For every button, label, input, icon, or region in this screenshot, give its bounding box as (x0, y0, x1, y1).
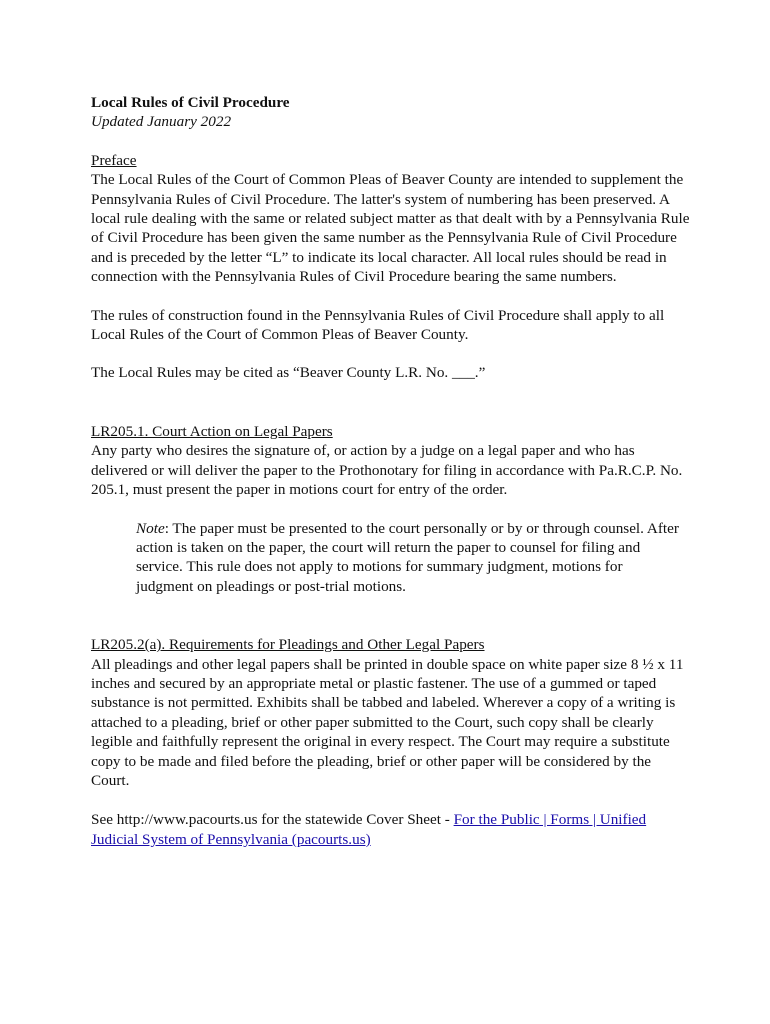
note-text: : The paper must be presented to the court personally or by or through counsel. After action is taken on the paper, the court will return the paper to counsel for filing and service. This rule does not apply to motions for summary judgment, motions for judgment on pleadings or post-trial motions. (136, 519, 679, 595)
preface-paragraph-3: The Local Rules may be cited as “Beaver County L.R. No. ___.” (91, 364, 486, 382)
cover-sheet-line (91, 810, 691, 849)
rule-205-2a-heading: LR205.2(a). Requirements for Pleadings and Other Legal Papers (91, 636, 485, 654)
note-label: Note (136, 519, 165, 537)
rule-205-1-note (136, 519, 681, 597)
document-subtitle: Updated January 2022 (91, 113, 232, 131)
preface-paragraph-2: The rules of construction found in the Pennsylvania Rules of Civil Procedure shall apply to all Local Rules of the Court of Common Pleas of Beaver County. (91, 306, 665, 344)
preface-paragraph-1: The Local Rules of the Court of Common Pleas of Beaver County are intended to supplement the Pennsylvania Rules of Civil Procedure. The latter's system of numbering has been preserved. A local rule dealing with the same or related subject matter as that dealt with by a Pennsylvania Rule of Civil Procedure has been given the same number as the Pennsylvania Rule of Civil Procedure and is preceded by the letter “L” to indicate its local character. All local rules should be read in connection with the Pennsylvania Rules of Civil Procedure bearing the same numbers. (91, 171, 690, 286)
rule-205-1-heading: LR205.1. Court Action on Legal Papers (91, 422, 333, 440)
document-title: Local Rules of Civil Procedure (91, 94, 290, 111)
cover-sheet-prefix: See http://www.pacourts.us for the statewide Cover Sheet - (91, 811, 454, 829)
rule-205-1-body: Any party who desires the signature of, or action by a judge on a legal paper and who has delivered or will deliver the paper to the Prothonotary for filing in accordance with Pa.R.C.P. No. 205.1, must present the paper in motions court for entry of the order. (91, 442, 683, 499)
cover-sheet-link[interactable]: For the Public | Forms | Unified Judicial System of Pennsylvania (pacourts.us) (91, 811, 647, 848)
document-page (91, 93, 691, 849)
rule-205-2a-body: All pleadings and other legal papers shall be printed in double space on white paper size 8 ½ x 11 inches and secured by an appropriate metal or plastic fastener. The use of a gummed or taped substance is not permitted. Exhibits shall be tabbed and labeled. Wherever a copy of a writing is attached to a pleading, brief or other paper submitted to the Court, such copy shall be clearly legible and faithfully represent the original in every respect. The Court may require a substitute copy to be made and filed before the pleading, brief or other paper will be considered by the Court. (91, 655, 684, 789)
preface-heading: Preface (91, 151, 137, 169)
